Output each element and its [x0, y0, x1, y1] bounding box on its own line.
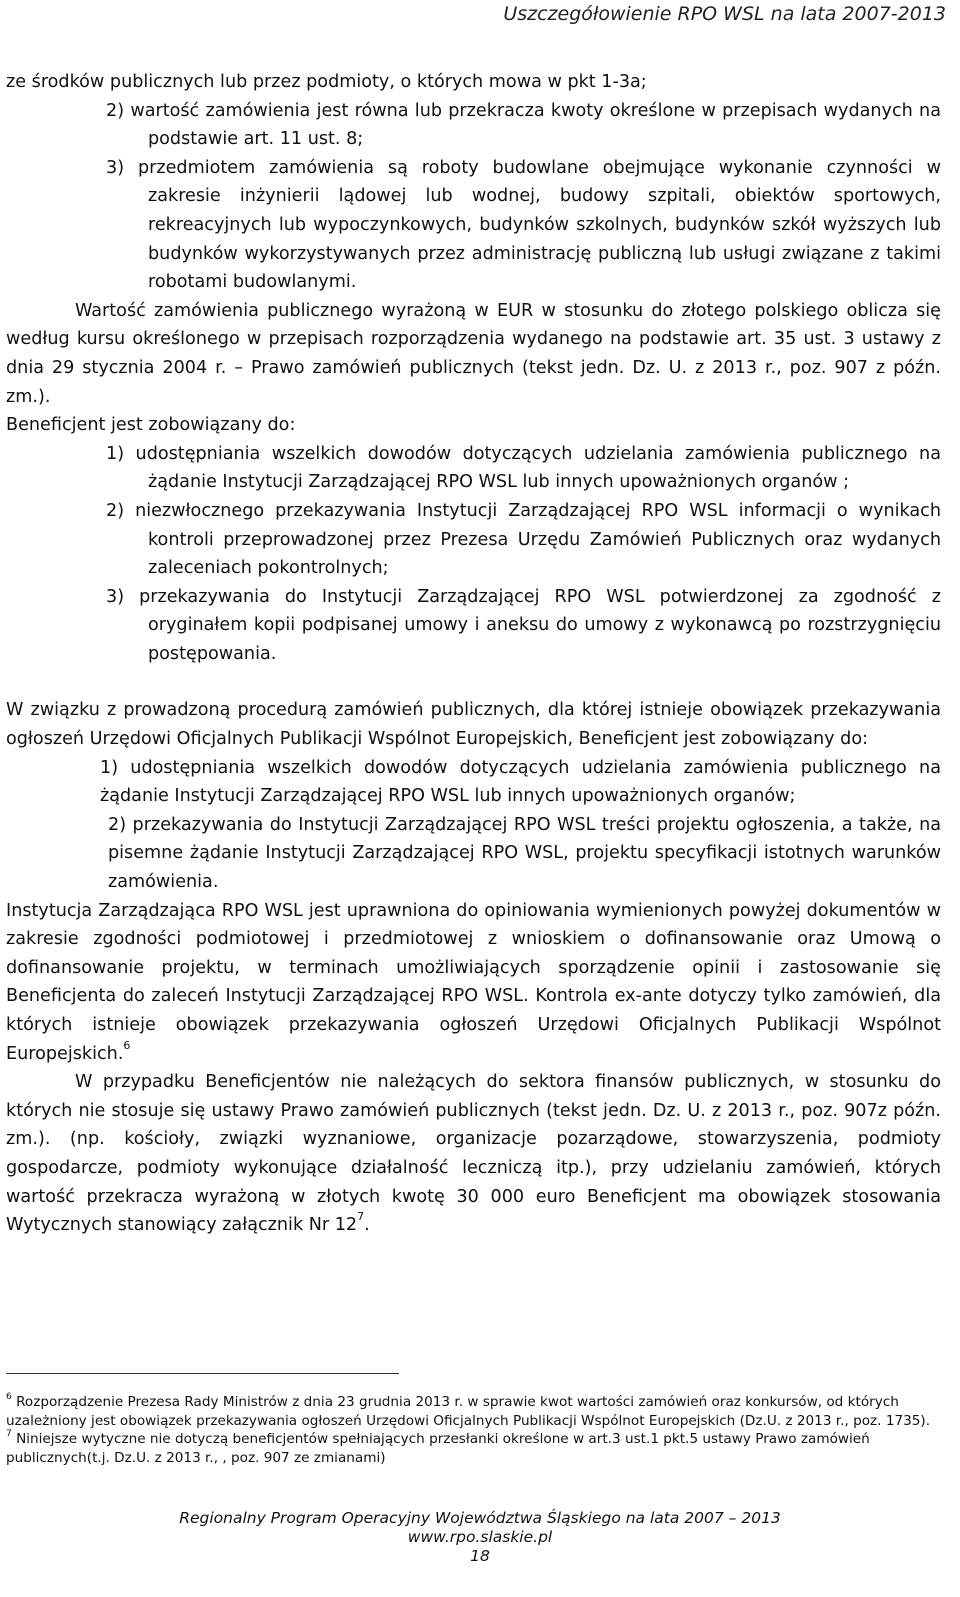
footer-url[interactable]: www.rpo.slaskie.pl	[407, 1528, 553, 1546]
list-item: 2) niezwłocznego przekazywania Instytucji Zarządzającej RPO WSL informacji o wynikach kontroli przeprowadzonej przez Prezesa Urzędu Zamówień Publicznych oraz wydanych zaleceniach pokontrolnych;	[106, 500, 941, 579]
page-footer	[0, 1509, 960, 1566]
list-item: 2) przekazywania do Instytucji Zarządzającej RPO WSL treści projektu ogłoszenia, a także, na pisemne żądanie Instytucji Zarządzającej RPO WSL, projektu specyfikacji istotnych warunków zamówienia.	[108, 814, 941, 893]
paragraph	[6, 897, 941, 1069]
document-body	[6, 68, 941, 1240]
paragraph: Wartość zamówienia publicznego wyrażoną w EUR w stosunku do złotego polskiego oblicza się według kursu określonego w przepisach rozporządzenia wydanego na podstawie art. 35 ust. 3 ustawy z dnia 29 stycznia 2004 r. – Prawo zamówień publicznych (tekst jedn. Dz. U. z 2013 r., poz. 907 z późn. zm.).	[6, 300, 941, 407]
paragraph	[6, 1068, 941, 1240]
page-number: 18	[470, 1547, 490, 1565]
list-item: 1) udostępniania wszelkich dowodów dotyczących udzielania zamówienia publicznego na żądanie Instytucji Zarządzającej RPO WSL lub innych upoważnionych organów ;	[106, 443, 941, 493]
list-item: 3) przekazywania do Instytucji Zarządzającej RPO WSL potwierdzonej za zgodność z oryginałem kopii podpisanej umowy i aneksu do umowy z wykonawcą po rozstrzygnięciu postępowania.	[106, 586, 941, 664]
paragraph-text: Instytucja Zarządzająca RPO WSL jest uprawniona do opiniowania wymienionych powyżej dokumentów w zakresie zgodności podmiotowej i przedmiotowej z wnioskiem o dofinansowanie oraz Umową o dofinansowanie projektu, w terminach umożliwiających sporządzenie opinii i zastosowanie się Beneficjenta do zaleceń Instytucji Zarządzającej RPO WSL. Kontrola ex-ante dotyczy tylko zamówień, dla których istnieje obowiązek przekazywania ogłoszeń Urzędowi Oficjalnych Publikacji Wspólnot Europejskich.	[6, 900, 941, 1064]
footnote	[6, 1430, 941, 1467]
list-item: 2) wartość zamówienia jest równa lub przekracza kwoty określone w przepisach wydanych na podstawie art. 11 ust. 8;	[106, 100, 941, 150]
criteria-list	[6, 97, 941, 297]
footnote-ref[interactable]: 6	[123, 1038, 131, 1052]
paragraph: Beneficjent jest zobowiązany do:	[6, 415, 296, 436]
footnote-text: Rozporządzenie Prezesa Rady Ministrów z dnia 23 grudnia 2013 r. w sprawie kwot wartości zamówień oraz konkursów, od których uzależniony jest obowiązek przekazywania ogłoszeń Urzędowi Oficjalnych Publikacji Wspólnot Europejskich (Dz.U. z 2013 r., poz. 1735).	[6, 1394, 931, 1429]
obligations-list	[6, 440, 941, 669]
footnote-number: 7	[6, 1429, 12, 1439]
footnote	[6, 1393, 941, 1430]
paragraph-end: .	[364, 1215, 370, 1236]
paragraph: W związku z prowadzoną procedurą zamówień publicznych, dla której istnieje obowiązek przekazywania ogłoszeń Urzędowi Oficjalnych Publikacji Wspólnot Europejskich, Beneficjent jest zobowiązany do:	[6, 700, 941, 750]
footnote-number: 6	[6, 1392, 12, 1402]
obligations-list-2	[6, 754, 941, 897]
list-item: 1) udostępniania wszelkich dowodów dotyczących udzielania zamówienia publicznego na żądanie Instytucji Zarządzającej RPO WSL lub innych upoważnionych organów;	[100, 757, 941, 807]
footnotes	[6, 1393, 941, 1467]
footer-program: Regionalny Program Operacyjny Województwa Śląskiego na lata 2007 – 2013	[179, 1509, 781, 1527]
paragraph-text: W przypadku Beneficjentów nie należących do sektora finansów publicznych, w stosunku do których nie stosuje się ustawy Prawo zamówień publicznych (tekst jedn. Dz. U. z 2013 r., poz. 907z późn. zm.). (np. kościoły, związki wyznaniowe, organizacje pozarządowe, stowarzyszenia, podmioty gospodarcze, podmioty wykonujące działalność leczniczą itp.), przy udzielaniu zamówień, których wartość przekracza wyrażoną w złotych kwotę 30 000 euro Beneficjent ma obowiązek stosowania Wytycznych stanowiący załącznik Nr 12	[6, 1072, 941, 1236]
running-header: Uszczegółowienie RPO WSL na lata 2007-2013	[503, 3, 946, 25]
footnote-divider	[6, 1373, 399, 1374]
spacer	[6, 668, 941, 696]
list-item: 3) przedmiotem zamówienia są roboty budowlane obejmujące wykonanie czynności w zakresie inżynierii lądowej lub wodnej, budowy szpitali, obiektów sportowych, rekreacyjnych lub wypoczynkowych, budynków szkolnych, budynków szkół wyższych lub budynków wykorzystywanych przez administrację publiczną lub usługi związane z takimi robotami budowlanymi.	[106, 157, 941, 293]
footnote-ref[interactable]: 7	[357, 1210, 365, 1224]
footnote-text: Niniejsze wytyczne nie dotyczą beneficjentów spełniających przesłanki określone w art.3 ust.1 pkt.5 ustawy Prawo zamówień publicznych(t.j. Dz.U. z 2013 r., , poz. 907 ze zmianami)	[6, 1431, 870, 1466]
paragraph: ze środków publicznych lub przez podmioty, o których mowa w pkt 1-3a;	[6, 72, 647, 92]
